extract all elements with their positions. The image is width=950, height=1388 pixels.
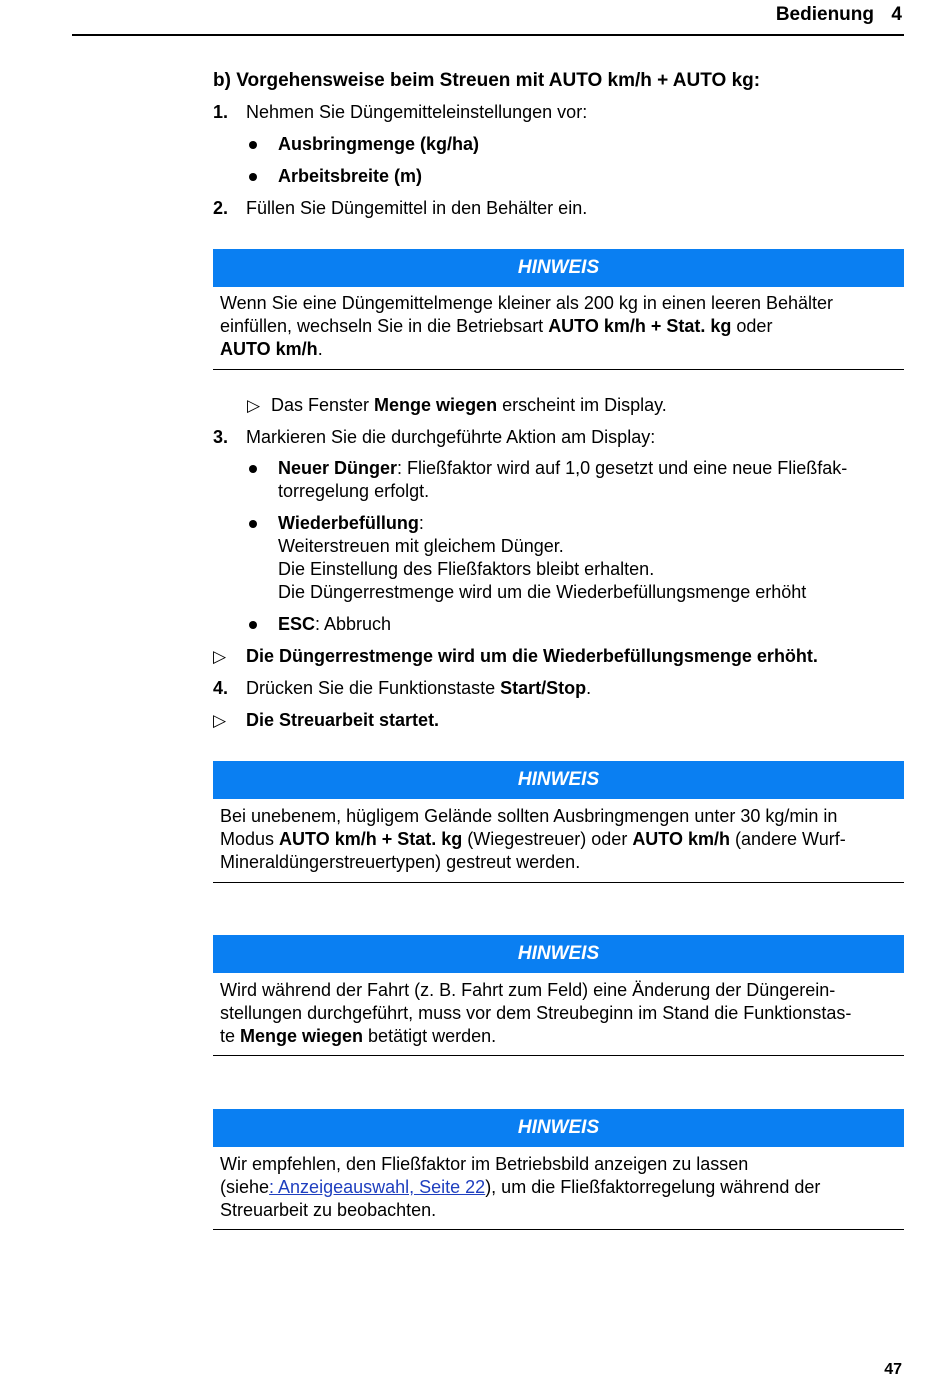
option-refill-colon: : <box>418 513 424 533</box>
option-refill <box>278 512 806 604</box>
notice-4-bottom-rule <box>213 1229 904 1230</box>
notice-3-line-2: stellungen durchgeführt, muss vor dem Streubeginn im Stand die Funktionstas- <box>220 1003 852 1023</box>
step-4-number: 4. <box>213 678 229 698</box>
notice-2-line-3: Mineraldüngerstreuertypen) gestreut werden. <box>220 852 581 872</box>
notice-3-text: betätigt werden. <box>363 1026 497 1046</box>
notice-1-text: . <box>317 339 323 359</box>
notice-1-body <box>220 292 900 361</box>
step-1-text: Nehmen Sie Düngemitteleinstellungen vor: <box>246 102 588 122</box>
notice-1-text: einfüllen, wechseln Sie in die Betriebsart <box>220 316 549 336</box>
result-1-pre: Das Fenster <box>271 395 375 415</box>
notice-3-line-1: Wird während der Fahrt (z. B. Fahrt zum Feld) eine Änderung der Düngerein- <box>220 980 836 1000</box>
notice-3-text: te <box>220 1026 241 1046</box>
option-esc-label: ESC <box>278 614 316 634</box>
notice-2-text: (Wiegestreuer) oder <box>462 829 633 849</box>
notice-4-text: (siehe <box>220 1177 270 1197</box>
step-1-bullet-application-rate: Ausbringmenge (kg/ha) <box>278 134 480 154</box>
notice-2-text: Modus <box>220 829 280 849</box>
notice-1-header: HINWEIS <box>213 249 904 287</box>
step-3-number: 3. <box>213 427 229 447</box>
notice-4-header: HINWEIS <box>213 1109 904 1147</box>
option-new-fertilizer <box>278 457 847 503</box>
function-key-menge-wiegen: Menge wiegen <box>240 1026 364 1046</box>
bullet-dot <box>249 465 257 473</box>
result-triangle-icon: ▷ <box>213 647 227 666</box>
notice-1-text: oder <box>731 316 773 336</box>
notice-3-header: HINWEIS <box>213 935 904 973</box>
notice-2-header: HINWEIS <box>213 761 904 799</box>
step-3-text: Markieren Sie die durchgeführte Aktion am Display: <box>246 427 656 447</box>
step-1-bullet-working-width: Arbeitsbreite (m) <box>278 166 423 186</box>
step-4-text <box>246 677 591 700</box>
option-esc <box>278 613 391 636</box>
bullet-dot <box>249 621 257 629</box>
cross-reference-link[interactable]: : Anzeigeauswahl, Seite 22 <box>269 1177 486 1197</box>
notice-2-body <box>220 805 900 874</box>
notice-3-bottom-rule <box>213 1055 904 1056</box>
notice-4-line-1: Wir empfehlen, den Fließfaktor im Betriebsbild anzeigen zu lassen <box>220 1154 749 1174</box>
result-2-text: Die Düngerrestmenge wird um die Wiederbefüllungsmenge erhöht. <box>246 646 818 666</box>
notice-4-text: ), um die Fließfaktorregelung während der <box>485 1177 821 1197</box>
header-chapter-number: 4 <box>891 4 902 25</box>
mode-auto-kmh: AUTO km/h <box>632 829 730 849</box>
notice-2-text: (andere Wurf- <box>730 829 846 849</box>
header-section-title: Bedienung <box>775 4 874 25</box>
notice-2-bottom-rule <box>213 882 904 883</box>
header-divider <box>72 34 904 36</box>
option-esc-desc: : Abbruch <box>315 614 392 634</box>
option-refill-line-2: Die Einstellung des Fließfaktors bleibt erhalten. <box>278 559 655 579</box>
function-key-start-stop: Start/Stop <box>500 678 587 698</box>
mode-auto-kmh-stat-kg: AUTO km/h + Stat. kg <box>548 316 732 336</box>
step-2-number: 2. <box>213 198 229 218</box>
result-3-text: Die Streuarbeit startet. <box>246 710 440 730</box>
option-refill-line-3: Die Düngerrestmenge wird um die Wiederbefüllungsmenge erhöht <box>278 582 807 602</box>
notice-4-body <box>220 1153 900 1222</box>
mode-auto-kmh-stat-kg: AUTO km/h + Stat. kg <box>279 829 463 849</box>
notice-4-line-3: Streuarbeit zu beobachten. <box>220 1200 437 1220</box>
mode-auto-kmh: AUTO km/h <box>220 339 318 359</box>
window-name-menge-wiegen: Menge wiegen <box>374 395 498 415</box>
bullet-dot <box>249 520 257 528</box>
option-new-fertilizer-desc-2: torregelung erfolgt. <box>278 481 430 501</box>
option-refill-line-1: Weiterstreuen mit gleichem Dünger. <box>278 536 564 556</box>
procedure-heading: b) Vorgehensweise beim Streuen mit AUTO km/h + AUTO kg: <box>213 70 761 91</box>
notice-1-line-1: Wenn Sie eine Düngemittelmenge kleiner als 200 kg in einen leeren Behälter <box>220 293 834 313</box>
step-4-post: . <box>586 678 592 698</box>
result-triangle-icon: ▷ <box>213 711 227 730</box>
page-number: 47 <box>884 1361 902 1378</box>
result-triangle-icon: ▷ <box>247 396 261 415</box>
option-refill-label: Wiederbefüllung <box>278 513 419 533</box>
notice-1-bottom-rule <box>213 369 904 370</box>
notice-2-line-1: Bei unebenem, hügligem Gelände sollten Ausbringmengen unter 30 kg/min in <box>220 806 838 826</box>
notice-3-body <box>220 979 900 1048</box>
step-4-pre: Drücken Sie die Funktionstaste <box>246 678 501 698</box>
option-new-fertilizer-desc: : Fließfaktor wird auf 1,0 gesetzt und eine neue Fließfak- <box>397 458 848 478</box>
step-1-number: 1. <box>213 102 229 122</box>
option-new-fertilizer-label: Neuer Dünger <box>278 458 398 478</box>
result-1-post: erscheint im Display. <box>497 395 667 415</box>
result-1-text <box>271 394 667 417</box>
bullet-dot <box>249 141 257 149</box>
bullet-dot <box>249 173 257 181</box>
step-2-text: Füllen Sie Düngemittel in den Behälter ein. <box>246 198 588 218</box>
